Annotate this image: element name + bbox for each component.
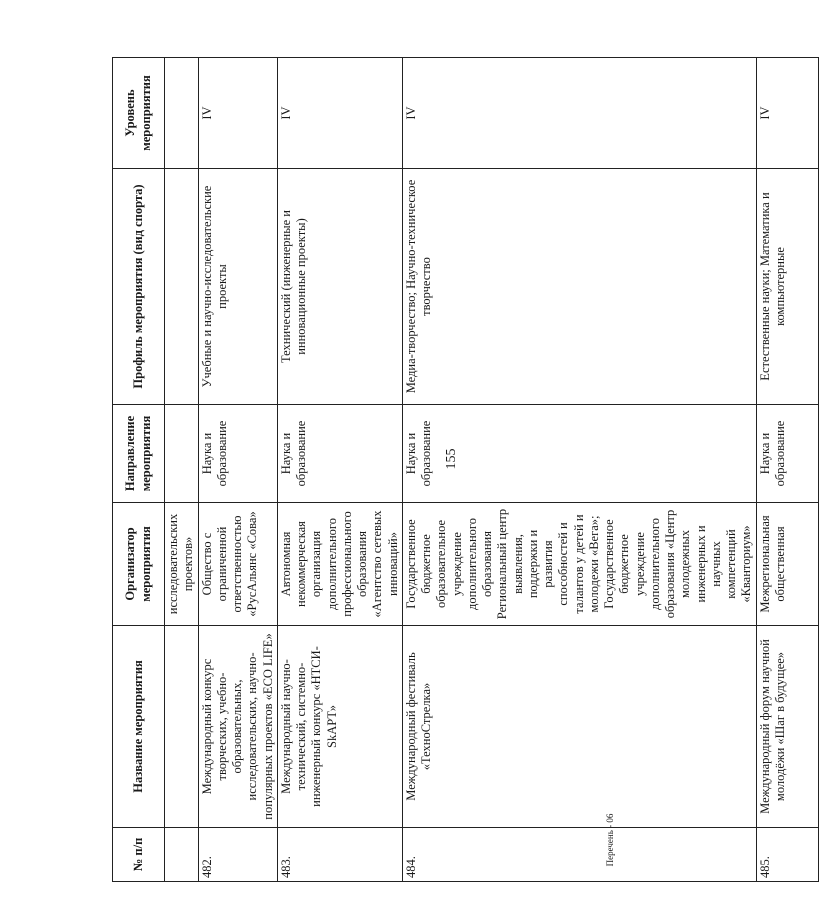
- header-name: Название мероприятия: [113, 626, 165, 828]
- table-header-row: [113, 58, 165, 882]
- header-direction: Направление мероприятия: [113, 405, 165, 503]
- footer-text: Перечень - 06: [605, 813, 615, 867]
- row-number: 483.: [277, 828, 402, 882]
- row-number: 484.: [402, 828, 756, 882]
- event-profile: Естественные науки; Математика и компьютерные: [756, 169, 818, 405]
- event-organizer: Государственное бюджетное образовательное учреждение дополнительного образования Региональный центр выявления, поддержки и развития способностей и талантов у детей и молодежи «Вега»; Государственное бюджетное учреждение дополнительного образования «Центр молодежных инженерных и научных компетенций «Кванториум»: [402, 503, 756, 626]
- header-organizer: Организатор мероприятия: [113, 503, 165, 626]
- row-number: 485.: [756, 828, 818, 882]
- event-level: IV: [756, 58, 818, 169]
- event-name: Международный конкурс творческих, учебно-образовательных, исследовательских, научно-популярных проектов «ECO LIFE»: [198, 626, 277, 828]
- table-row: [756, 58, 818, 882]
- page-number: 155: [444, 448, 459, 470]
- table-row: [198, 58, 277, 882]
- row-number: 482.: [198, 828, 277, 882]
- event-name: Международный научно-технический, системно-инженерный конкурс «НТСИ-SkАРТ»: [277, 626, 402, 828]
- continuation-row: [165, 58, 199, 882]
- event-organizer: Межрегиональная общественная: [756, 503, 818, 626]
- event-organizer: Общество с ограниченной ответственностью «РусАльянс «Сова»: [198, 503, 277, 626]
- events-table: [112, 57, 819, 882]
- event-profile: Технический (инженерные и инновационные проекты): [277, 169, 402, 405]
- event-organizer: Автономная некоммерческая организация дополнительного профессионального образования «Агентство сетевых инноваций»: [277, 503, 402, 626]
- header-profile: Профиль мероприятия (вид спорта): [113, 169, 165, 405]
- event-direction: Наука и образование: [756, 405, 818, 503]
- header-level: Уровень мероприятия: [113, 58, 165, 169]
- table-row: [277, 58, 402, 882]
- event-direction: Наука и образование: [402, 405, 756, 503]
- event-level: IV: [402, 58, 756, 169]
- event-direction: Наука и образование: [198, 405, 277, 503]
- event-level: IV: [277, 58, 402, 169]
- event-profile: Медиа-творчество; Научно-техническое творчество: [402, 169, 756, 405]
- event-name: Международный фестиваль «ТехноСтрелка»: [402, 626, 756, 828]
- event-name: Международный форум научной молодёжи «Шаг в будущее»: [756, 626, 818, 828]
- event-level: IV: [198, 58, 277, 169]
- table-row: [402, 58, 756, 882]
- header-num: № п/п: [113, 828, 165, 882]
- event-profile: Учебные и научно-исследовательские проекты: [198, 169, 277, 405]
- continuation-organizer: исследовательских проектов»: [165, 503, 199, 626]
- event-direction: Наука и образование: [277, 405, 402, 503]
